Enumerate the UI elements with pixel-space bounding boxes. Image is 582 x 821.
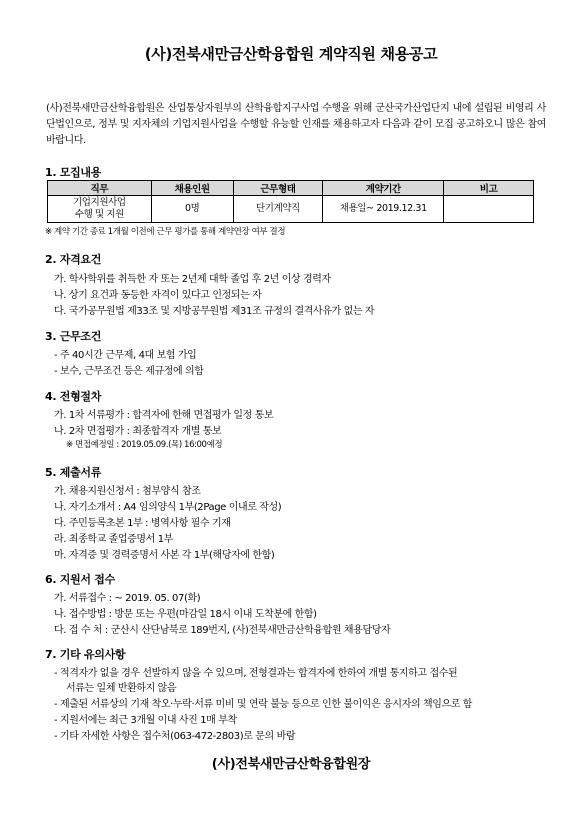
section-1-heading: 1. 모집내용 [45,166,102,179]
table-row [48,196,534,223]
process-item: 가. 1차 서류평가 : 합격자에 한해 면접평가 일정 통보 [54,410,274,421]
process-item: 나. 2차 면접평가 : 최종합격자 개별 통보 [54,426,222,437]
application-item: 나. 접수방법 : 방문 또는 우편(마감일 18시 이내 도착분에 한함) [54,609,317,620]
header-count: 채용인원 [151,181,233,196]
issuer-signature: (사)전북새만금산학융합원장 [211,757,371,772]
document-item: 나. 자기소개서 : A4 임의양식 1부(2Page 이내로 작성) [54,502,282,513]
application-item: 다. 접 수 처 : 군산시 산단남북로 189번지, (사)전북새만금산학융합원 채용담당자 [54,625,391,636]
table-footnote: ※ 계약 기간 종료 1개월 이전에 근무 평가를 통해 계약연장 여부 결정 [45,227,286,237]
header-note: 비고 [444,181,534,196]
section-5-heading: 5. 제출서류 [45,466,102,479]
document-item: 마. 자격증 및 경력증명서 사본 각 1부(해당자에 한함) [54,550,275,561]
cell-count: 0명 [151,196,233,223]
header-type: 근무형태 [233,181,323,196]
notice-item: - 제출된 서류상의 기재 착오·누락·서류 미비 및 연락 불능 등으로 인한 불이익은 응시자의 책임으로 함 [54,699,473,710]
intro-paragraph: (사)전북새만금산학융합원은 산업통상자원부의 산학융합지구사업 수행을 위해 군산국가산업단지 내에 설립된 비영리 사단법인으로, 정부 및 지자체의 기업지원사업을 수행할 유능할 인재를 채용하고자 다음과 같이 모집 공고하오니 많은 참여바랍니다. [46,103,546,146]
qualification-item: 가. 학사학위를 취득한 자 또는 2년제 대학 졸업 후 2년 이상 경력자 [54,274,331,285]
qualification-item: 다. 국가공무원법 제33조 및 지방공무원법 제31조 규정의 결격사유가 없는 자 [54,306,375,317]
notice-item: - 지원서에는 최근 3개월 이내 사진 1매 부착 [54,715,237,726]
qualification-item: 나. 상기 요건과 동등한 자격이 있다고 인정되는 자 [54,290,262,301]
header-period: 계약기간 [323,181,444,196]
cell-note [444,196,534,223]
section-4-heading: 4. 전형절차 [45,390,102,403]
document-item: 라. 최종학교 졸업증명서 1부 [54,534,173,545]
cell-type: 단기계약직 [233,196,323,223]
interview-note: ※ 면접예정일 : 2019.05.09.(목) 16:00예정 [66,440,223,450]
condition-item: - 보수, 근무조건 등은 제규정에 의함 [54,366,204,377]
notice-item-continued: 서류는 일체 반환하지 않음 [66,683,177,694]
document-title: (사)전북새만금산학융합원 계약직원 채용공고 [144,45,438,63]
recruitment-table [47,180,534,223]
cell-job [48,196,152,223]
condition-item: - 주 40시간 근무제, 4대 보험 가입 [54,350,197,361]
document-item: 다. 주민등록초본 1부 : 병역사항 필수 기재 [54,518,231,529]
section-3-heading: 3. 근무조건 [45,330,102,343]
application-item: 가. 서류접수 : ~ 2019. 05. 07(화) [54,593,201,604]
section-2-heading: 2. 자격요건 [45,253,102,266]
header-job: 직무 [48,181,152,196]
notice-item: - 적격자가 없을 경우 선발하지 않을 수 있으며, 전형결과는 합격자에 한하여 개별 통지하고 접수된 [54,668,458,679]
cell-job-line2: 수행 및 지원 [74,209,124,220]
notice-item: - 기타 자세한 사항은 접수처(063-472-2803)로 문의 바람 [54,731,296,742]
section-7-heading: 7. 기타 유의사항 [45,648,126,661]
table-header-row [48,181,534,196]
cell-period: 채용일~ 2019.12.31 [323,196,444,223]
document-item: 가. 채용지원신청서 : 첨부양식 참조 [54,486,201,497]
section-6-heading: 6. 지원서 접수 [45,573,115,586]
cell-job-line1: 기업지원사업 [73,197,126,208]
